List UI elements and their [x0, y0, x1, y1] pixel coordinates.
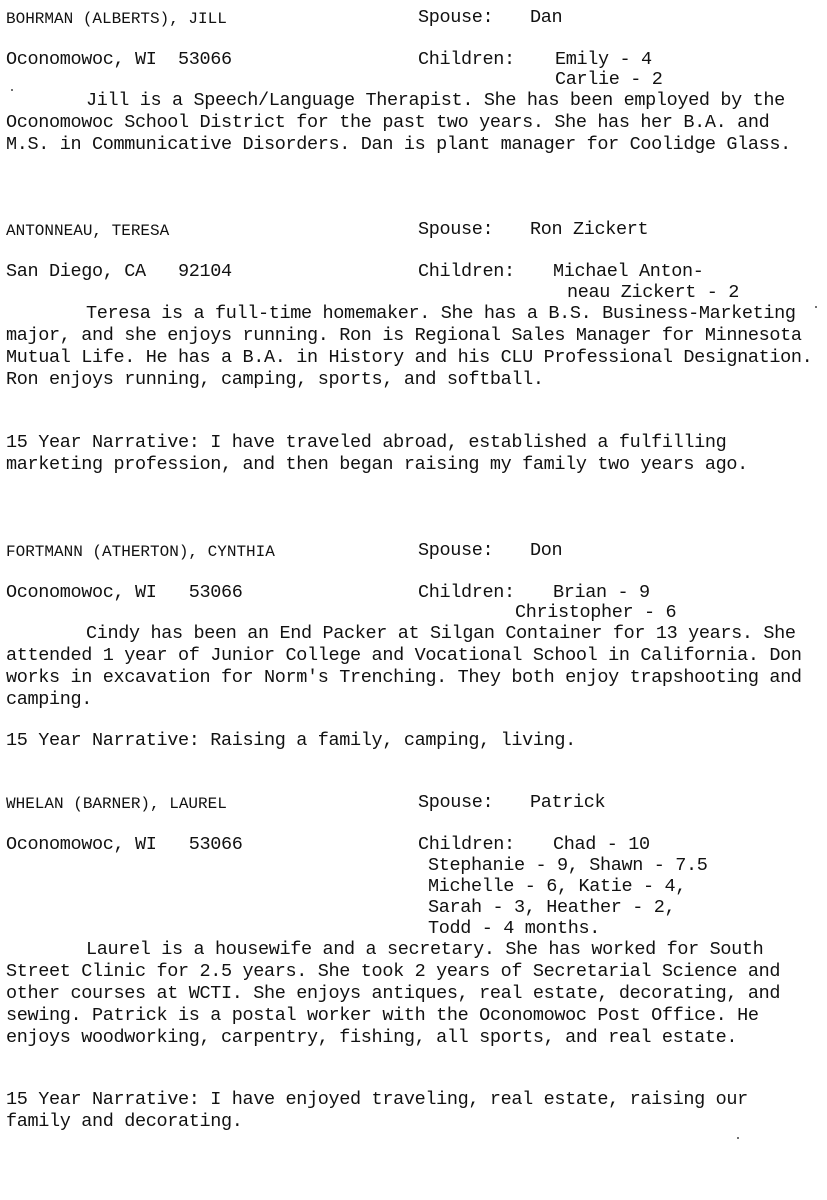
- spouse-label: Spouse:: [418, 7, 494, 28]
- entry-bio: Teresa is a full-time homemaker. She has a B.S. Business-Marketing major, and she enjoys running. Ron is Regional Sales Manager for Minnesota Mutual Life. He has a B.A. in History and his CLU Professional Designation. Ron enjoys running, camping, sports, and softball.: [6, 303, 813, 390]
- spouse-name: Ron Zickert: [530, 219, 649, 240]
- entry-narrative: 15 Year Narrative: I have enjoyed traveling, real estate, raising our family and decorating.: [6, 1089, 748, 1132]
- entry-narrative: 15 Year Narrative: I have traveled abroad, established a fulfilling marketing profession, and then began raising my family two years ago.: [6, 432, 748, 475]
- entry-bio: Cindy has been an End Packer at Silgan Container for 13 years. She attended 1 year of Junior College and Vocational School in California. Don works in excavation for Norm's Trenching. They both enjoy trapshooting and camping.: [6, 623, 802, 710]
- children-label: Children:: [418, 261, 515, 282]
- entry-address: Oconomowoc, WI 53066: [6, 834, 243, 855]
- child-line: Carlie - 2: [555, 69, 663, 90]
- child-line: Christopher - 6: [515, 602, 677, 623]
- entry-name: FORTMANN (ATHERTON), CYNTHIA: [6, 543, 275, 561]
- child-line: Emily - 4: [555, 49, 652, 70]
- spouse-name: Patrick: [530, 792, 606, 813]
- entry-name: ANTONNEAU, TERESA: [6, 222, 170, 240]
- spouse-label: Spouse:: [418, 540, 494, 561]
- child-line: Sarah - 3, Heather - 2,: [428, 897, 676, 918]
- child-line: Brian - 9: [553, 582, 650, 603]
- entry-narrative: 15 Year Narrative: Raising a family, camping, living.: [6, 730, 576, 751]
- child-line: Stephanie - 9, Shawn - 7.5: [428, 855, 708, 876]
- scan-speck: [11, 89, 13, 91]
- entry-name: BOHRMAN (ALBERTS), JILL: [6, 10, 227, 28]
- child-line: Todd - 4 months.: [428, 918, 601, 939]
- scan-speck: [815, 306, 817, 308]
- entry-bio: Laurel is a housewife and a secretary. She has worked for South Street Clinic for 2.5 years. She took 2 years of Secretarial Science and other courses at WCTI. She enjoys antiques, real estate, decorating, and sewing. Patrick is a postal worker with the Oconomowoc Post Office. He enjoys woodworking, carpentry, fishing, all sports, and real estate.: [6, 939, 781, 1048]
- children-label: Children:: [418, 582, 515, 603]
- spouse-name: Don: [530, 540, 563, 561]
- scan-speck: [737, 1137, 739, 1139]
- entry-address: Oconomowoc, WI 53066: [6, 49, 232, 70]
- children-label: Children:: [418, 834, 515, 855]
- child-line: Chad - 10: [553, 834, 650, 855]
- spouse-label: Spouse:: [418, 219, 494, 240]
- entry-address: Oconomowoc, WI 53066: [6, 582, 243, 603]
- child-line: Michael Anton-: [553, 261, 704, 282]
- entry-bio: Jill is a Speech/Language Therapist. She has been employed by the Oconomowoc School District for the past two years. She has her B.A. and M.S. in Communicative Disorders. Dan is plant manager for Coolidge Glass.: [6, 90, 791, 155]
- entry-address: San Diego, CA 92104: [6, 261, 232, 282]
- entry-name: WHELAN (BARNER), LAUREL: [6, 795, 227, 813]
- child-line: neau Zickert - 2: [567, 282, 740, 303]
- spouse-name: Dan: [530, 7, 563, 28]
- children-label: Children:: [418, 49, 515, 70]
- child-line: Michelle - 6, Katie - 4,: [428, 876, 687, 897]
- spouse-label: Spouse:: [418, 792, 494, 813]
